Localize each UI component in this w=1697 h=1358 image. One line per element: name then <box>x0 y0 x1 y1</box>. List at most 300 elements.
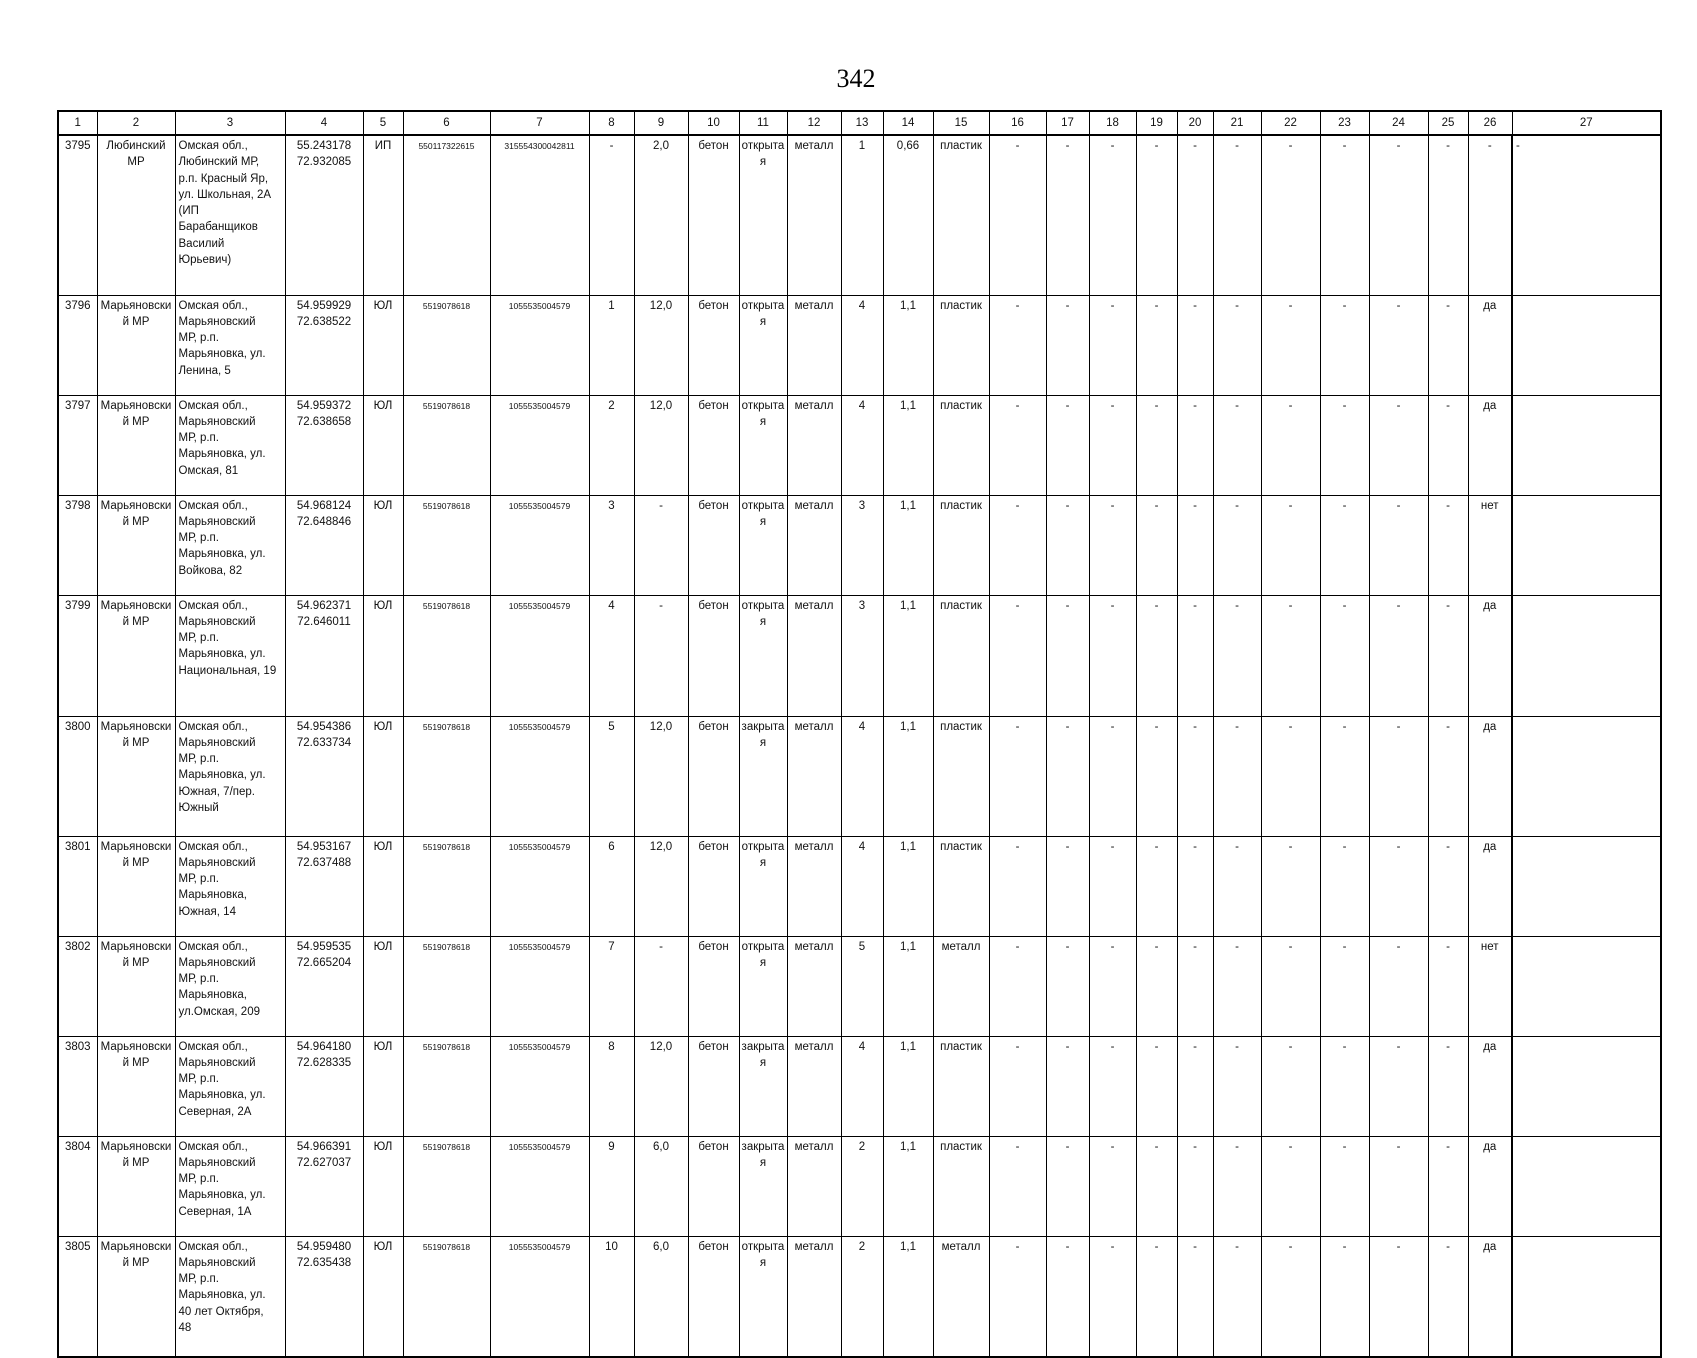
surface-cell: бетон <box>688 936 739 1036</box>
address-line: Василий <box>178 237 225 250</box>
container-count-cell: 4 <box>841 1036 883 1136</box>
col17-cell: - <box>1046 495 1089 595</box>
col21-cell: - <box>1213 836 1261 936</box>
district-cell: Марьяновский МР <box>97 1136 175 1236</box>
district-cell: Марьяновский МР <box>97 495 175 595</box>
container-volume-cell: 1,1 <box>883 1136 933 1236</box>
column-header: 10 <box>688 111 739 135</box>
container-volume-cell: 1,1 <box>883 495 933 595</box>
container-count-cell: 4 <box>841 716 883 836</box>
site-number-cell: 2 <box>589 395 634 495</box>
surface-cell: бетон <box>688 595 739 716</box>
address-cell <box>175 295 285 395</box>
address-cell <box>175 836 285 936</box>
col20-cell: - <box>1177 836 1213 936</box>
fence-cell: металл <box>787 1036 841 1136</box>
address-line: Омская обл., <box>178 299 248 312</box>
entity-type-cell: ЮЛ <box>363 936 403 1036</box>
row-number-cell: 3797 <box>58 395 97 495</box>
table-row <box>58 495 1661 595</box>
address-line: Северная, 2А <box>178 1105 252 1118</box>
inn-cell: 5519078618 <box>403 936 490 1036</box>
col27-cell <box>1512 716 1661 836</box>
col24-cell: - <box>1369 395 1428 495</box>
address-line: Ленина, 5 <box>178 364 231 377</box>
col21-cell: - <box>1213 595 1261 716</box>
surface-cell: бетон <box>688 495 739 595</box>
col23-cell: - <box>1320 836 1369 936</box>
col27-cell <box>1512 936 1661 1036</box>
col19-cell: - <box>1136 1236 1177 1357</box>
col27-cell <box>1512 595 1661 716</box>
container-material-cell: пластик <box>933 295 989 395</box>
col19-cell: - <box>1136 395 1177 495</box>
coordinates-cell <box>285 1036 363 1136</box>
column-header: 18 <box>1089 111 1136 135</box>
col23-cell: - <box>1320 295 1369 395</box>
district-cell: Марьяновский МР <box>97 595 175 716</box>
address-line: Марьяновский <box>178 615 256 628</box>
table-row <box>58 595 1661 716</box>
column-header: 6 <box>403 111 490 135</box>
column-header: 8 <box>589 111 634 135</box>
col19-cell: - <box>1136 495 1177 595</box>
address-line: Южный <box>178 801 219 814</box>
surface-cell: бетон <box>688 836 739 936</box>
ogrn-cell: 1055535004579 <box>490 495 589 595</box>
ogrn-cell: 1055535004579 <box>490 595 589 716</box>
surface-cell: бетон <box>688 716 739 836</box>
col18-cell: - <box>1089 495 1136 595</box>
inn-cell: 5519078618 <box>403 836 490 936</box>
col24-cell: - <box>1369 1036 1428 1136</box>
col22-cell: - <box>1261 295 1320 395</box>
latitude: 54.953167 <box>296 840 352 853</box>
inn-cell: 5519078618 <box>403 1236 490 1357</box>
address-line: Марьяновка, ул. <box>178 648 266 661</box>
address-line: Омская обл., <box>178 599 248 612</box>
column-header: 2 <box>97 111 175 135</box>
latitude: 54.959480 <box>296 1240 352 1253</box>
ogrn-cell: 1055535004579 <box>490 295 589 395</box>
container-volume-cell: 1,1 <box>883 836 933 936</box>
col18-cell: - <box>1089 1136 1136 1236</box>
address-line: Марьяновский <box>178 315 256 328</box>
address-line: Барабанщиков <box>178 221 258 234</box>
fence-cell: металл <box>787 1236 841 1357</box>
entity-type-cell: ЮЛ <box>363 1136 403 1236</box>
address-line: Южная, 7/пер. <box>178 785 255 798</box>
col19-cell: - <box>1136 936 1177 1036</box>
address-line: Омская обл., <box>178 720 248 733</box>
col21-cell: - <box>1213 395 1261 495</box>
col17-cell: - <box>1046 936 1089 1036</box>
site-number-cell: 7 <box>589 936 634 1036</box>
surface-cell: бетон <box>688 135 739 295</box>
container-material-cell: пластик <box>933 395 989 495</box>
inn-cell: 5519078618 <box>403 295 490 395</box>
longitude: 72.665204 <box>296 956 352 969</box>
table-row <box>58 936 1661 1036</box>
col18-cell: - <box>1089 1236 1136 1357</box>
col26-cell: нет <box>1468 495 1512 595</box>
col23-cell: - <box>1320 595 1369 716</box>
fence-cell: металл <box>787 716 841 836</box>
col21-cell: - <box>1213 295 1261 395</box>
district-cell: Марьяновский МР <box>97 1036 175 1136</box>
container-volume-cell: 1,1 <box>883 1036 933 1136</box>
col19-cell: - <box>1136 135 1177 295</box>
table-row <box>58 1136 1661 1236</box>
col27-cell <box>1512 836 1661 936</box>
table-row <box>58 836 1661 936</box>
container-count-cell: 2 <box>841 1136 883 1236</box>
address-line: Марьяновский <box>178 736 256 749</box>
column-header: 16 <box>989 111 1046 135</box>
col22-cell: - <box>1261 495 1320 595</box>
col21-cell: - <box>1213 936 1261 1036</box>
col22-cell: - <box>1261 1236 1320 1357</box>
col18-cell: - <box>1089 936 1136 1036</box>
col17-cell: - <box>1046 395 1089 495</box>
col23-cell: - <box>1320 495 1369 595</box>
column-header: 9 <box>634 111 688 135</box>
address-cell <box>175 495 285 595</box>
address-line: Омская обл., <box>178 140 248 152</box>
address-line: МР, р.п. <box>178 1173 219 1186</box>
ogrn-cell: 1055535004579 <box>490 395 589 495</box>
fence-cell: металл <box>787 295 841 395</box>
col24-cell: - <box>1369 295 1428 395</box>
row-number-cell: 3803 <box>58 1036 97 1136</box>
ogrn-cell: 315554300042811 <box>490 135 589 295</box>
container-volume-cell: 1,1 <box>883 716 933 836</box>
address-line: Марьяновский <box>178 515 256 528</box>
address-line: Северная, 1А <box>178 1205 252 1218</box>
address-line: МР, р.п. <box>178 1073 219 1086</box>
col23-cell: - <box>1320 936 1369 1036</box>
coordinates-cell <box>285 495 363 595</box>
col21-cell: - <box>1213 135 1261 295</box>
latitude: 54.959929 <box>296 299 352 312</box>
col25-cell: - <box>1428 716 1468 836</box>
col20-cell: - <box>1177 135 1213 295</box>
longitude: 72.628335 <box>296 1056 352 1069</box>
address-line: Любинский МР, <box>178 156 260 169</box>
column-header: 24 <box>1369 111 1428 135</box>
address-cell <box>175 135 285 295</box>
district-cell: Марьяновский МР <box>97 936 175 1036</box>
col25-cell: - <box>1428 295 1468 395</box>
coordinates-cell <box>285 395 363 495</box>
entity-type-cell: ИП <box>363 135 403 295</box>
container-volume-cell: 0,66 <box>883 135 933 295</box>
col22-cell: - <box>1261 836 1320 936</box>
col27-cell <box>1512 295 1661 395</box>
column-header: 20 <box>1177 111 1213 135</box>
inn-cell: 5519078618 <box>403 716 490 836</box>
address-line: МР, р.п. <box>178 873 219 886</box>
col24-cell: - <box>1369 595 1428 716</box>
address-line: Марьяновка, ул. <box>178 1189 266 1202</box>
address-line: Марьяновка, ул. <box>178 448 266 461</box>
district-cell: Марьяновский МР <box>97 1236 175 1357</box>
district-cell: Марьяновский МР <box>97 716 175 836</box>
container-material-cell: пластик <box>933 595 989 716</box>
address-line: Марьяновский <box>178 415 256 428</box>
container-volume-cell: 1,1 <box>883 936 933 1036</box>
col20-cell: - <box>1177 1136 1213 1236</box>
table-body <box>58 111 1661 1357</box>
entity-type-cell: ЮЛ <box>363 836 403 936</box>
table-row <box>58 716 1661 836</box>
address-line: Национальная, 19 <box>178 664 277 677</box>
col16-cell: - <box>989 495 1046 595</box>
coordinates-cell <box>285 135 363 295</box>
surface-cell: бетон <box>688 295 739 395</box>
address-line: Омская обл., <box>178 1140 248 1153</box>
col17-cell: - <box>1046 595 1089 716</box>
area-cell: 6,0 <box>634 1136 688 1236</box>
address-line: Омская обл., <box>178 499 248 512</box>
inn-cell: 5519078618 <box>403 1136 490 1236</box>
area-cell: - <box>634 495 688 595</box>
table-row <box>58 295 1661 395</box>
fence-cell: металл <box>787 495 841 595</box>
column-header: 14 <box>883 111 933 135</box>
col21-cell: - <box>1213 1036 1261 1136</box>
address-cell <box>175 395 285 495</box>
address-line: Марьяновский <box>178 1056 256 1069</box>
longitude: 72.635438 <box>296 1256 352 1269</box>
table-row <box>58 1036 1661 1136</box>
col18-cell: - <box>1089 716 1136 836</box>
coordinates-cell <box>285 1236 363 1357</box>
col17-cell: - <box>1046 1236 1089 1357</box>
container-material-cell: пластик <box>933 716 989 836</box>
col20-cell: - <box>1177 1036 1213 1136</box>
coordinates-cell <box>285 716 363 836</box>
col21-cell: - <box>1213 716 1261 836</box>
column-header: 12 <box>787 111 841 135</box>
column-header: 7 <box>490 111 589 135</box>
col22-cell: - <box>1261 135 1320 295</box>
longitude: 72.648846 <box>296 515 352 528</box>
inn-cell: 5519078618 <box>403 495 490 595</box>
address-line: ул. Школьная, 2А <box>178 188 272 201</box>
site-number-cell: 1 <box>589 295 634 395</box>
container-volume-cell: 1,1 <box>883 295 933 395</box>
col19-cell: - <box>1136 716 1177 836</box>
address-cell <box>175 1036 285 1136</box>
entity-type-cell: ЮЛ <box>363 1236 403 1357</box>
area-cell: - <box>634 595 688 716</box>
address-line: Марьяновка, ул. <box>178 348 266 361</box>
col27-cell <box>1512 1236 1661 1357</box>
col16-cell: - <box>989 595 1046 716</box>
col17-cell: - <box>1046 135 1089 295</box>
address-cell <box>175 595 285 716</box>
fence-cell: металл <box>787 936 841 1036</box>
site-type-cell: открытая <box>739 1236 787 1357</box>
entity-type-cell: ЮЛ <box>363 295 403 395</box>
col27-cell <box>1512 395 1661 495</box>
site-number-cell: 10 <box>589 1236 634 1357</box>
col20-cell: - <box>1177 295 1213 395</box>
column-header: 25 <box>1428 111 1468 135</box>
col25-cell: - <box>1428 395 1468 495</box>
col24-cell: - <box>1369 135 1428 295</box>
container-count-cell: 4 <box>841 395 883 495</box>
col26-cell: да <box>1468 716 1512 836</box>
address-line: Марьяновский <box>178 856 256 869</box>
col26-cell: да <box>1468 1036 1512 1136</box>
col24-cell: - <box>1369 836 1428 936</box>
area-cell: 12,0 <box>634 716 688 836</box>
container-count-cell: 3 <box>841 495 883 595</box>
container-material-cell: пластик <box>933 1036 989 1136</box>
latitude: 54.954386 <box>296 720 352 733</box>
column-header: 3 <box>175 111 285 135</box>
ogrn-cell: 1055535004579 <box>490 716 589 836</box>
col21-cell: - <box>1213 1236 1261 1357</box>
coordinates-cell <box>285 1136 363 1236</box>
area-cell: 12,0 <box>634 1036 688 1136</box>
col20-cell: - <box>1177 595 1213 716</box>
fence-cell: металл <box>787 135 841 295</box>
address-line: Марьяновский <box>178 956 256 969</box>
address-line: Марьяновка, ул. <box>178 769 266 782</box>
container-material-cell: пластик <box>933 1136 989 1236</box>
col16-cell: - <box>989 395 1046 495</box>
site-number-cell: 9 <box>589 1136 634 1236</box>
site-type-cell: открытая <box>739 836 787 936</box>
area-cell: 12,0 <box>634 295 688 395</box>
address-line: ул.Омская, 209 <box>178 1005 260 1018</box>
column-header: 23 <box>1320 111 1369 135</box>
district-cell: Марьяновский МР <box>97 295 175 395</box>
col27-cell <box>1512 1136 1661 1236</box>
site-type-cell: закрытая <box>739 1136 787 1236</box>
col26-cell: да <box>1468 595 1512 716</box>
surface-cell: бетон <box>688 1036 739 1136</box>
latitude: 54.959372 <box>296 399 352 412</box>
inn-cell: 5519078618 <box>403 395 490 495</box>
address-line: Юрьевич) <box>178 254 232 267</box>
coordinates-cell <box>285 595 363 716</box>
address-line: р.п. Красный Яр, <box>178 172 269 185</box>
longitude: 72.633734 <box>296 736 352 749</box>
address-line: МР, р.п. <box>178 532 219 545</box>
address-cell <box>175 936 285 1036</box>
col26-cell: да <box>1468 836 1512 936</box>
site-type-cell: открытая <box>739 295 787 395</box>
ogrn-cell: 1055535004579 <box>490 1136 589 1236</box>
longitude: 72.638658 <box>296 415 352 428</box>
col23-cell: - <box>1320 1036 1369 1136</box>
district-cell: Марьяновский МР <box>97 836 175 936</box>
site-type-cell: открытая <box>739 936 787 1036</box>
entity-type-cell: ЮЛ <box>363 595 403 716</box>
site-type-cell: закрытая <box>739 716 787 836</box>
site-type-cell: открытая <box>739 495 787 595</box>
row-number-cell: 3801 <box>58 836 97 936</box>
address-line: 48 <box>178 1321 192 1334</box>
row-number-cell: 3795 <box>58 135 97 295</box>
address-line: (ИП <box>178 205 199 218</box>
coordinates-cell <box>285 836 363 936</box>
col26-cell: - <box>1468 135 1512 295</box>
col27-cell <box>1512 1036 1661 1136</box>
container-count-cell: 3 <box>841 595 883 716</box>
area-cell: 2,0 <box>634 135 688 295</box>
col25-cell: - <box>1428 1036 1468 1136</box>
longitude: 72.932085 <box>296 156 352 169</box>
col17-cell: - <box>1046 1136 1089 1236</box>
col25-cell: - <box>1428 495 1468 595</box>
col21-cell: - <box>1213 1136 1261 1236</box>
column-header: 4 <box>285 111 363 135</box>
ogrn-cell: 1055535004579 <box>490 836 589 936</box>
longitude: 72.637488 <box>296 856 352 869</box>
address-line: Марьяновский <box>178 1256 256 1269</box>
page-number: 342 <box>836 64 876 93</box>
address-line: МР, р.п. <box>178 1273 219 1286</box>
address-line: Южная, 14 <box>178 905 236 918</box>
col26-cell: да <box>1468 295 1512 395</box>
col20-cell: - <box>1177 395 1213 495</box>
col27-cell <box>1512 495 1661 595</box>
address-cell <box>175 1136 285 1236</box>
coordinates-cell <box>285 295 363 395</box>
row-number-cell: 3805 <box>58 1236 97 1357</box>
container-volume-cell: 1,1 <box>883 595 933 716</box>
column-header: 15 <box>933 111 989 135</box>
table-row <box>58 395 1661 495</box>
address-line: Омская обл., <box>178 940 248 953</box>
column-header: 5 <box>363 111 403 135</box>
address-line: Омская обл., <box>178 399 248 412</box>
col16-cell: - <box>989 936 1046 1036</box>
col19-cell: - <box>1136 1036 1177 1136</box>
site-number-cell: 5 <box>589 716 634 836</box>
district-cell: Любинский МР <box>97 135 175 295</box>
col22-cell: - <box>1261 1136 1320 1236</box>
address-line: Войкова, 82 <box>178 564 243 577</box>
latitude: 54.962371 <box>296 599 352 612</box>
address-cell <box>175 1236 285 1357</box>
table-row <box>58 1236 1661 1357</box>
longitude: 72.627037 <box>296 1156 352 1169</box>
fence-cell: металл <box>787 395 841 495</box>
col16-cell: - <box>989 1236 1046 1357</box>
col22-cell: - <box>1261 716 1320 836</box>
col17-cell: - <box>1046 1036 1089 1136</box>
col23-cell: - <box>1320 1236 1369 1357</box>
col21-cell: - <box>1213 495 1261 595</box>
column-header: 22 <box>1261 111 1320 135</box>
row-number-cell: 3796 <box>58 295 97 395</box>
container-volume-cell: 1,1 <box>883 395 933 495</box>
row-number-cell: 3798 <box>58 495 97 595</box>
latitude: 54.968124 <box>296 499 352 512</box>
site-type-cell: открытая <box>739 595 787 716</box>
col25-cell: - <box>1428 135 1468 295</box>
col16-cell: - <box>989 1036 1046 1136</box>
ogrn-cell: 1055535004579 <box>490 1236 589 1357</box>
col25-cell: - <box>1428 1236 1468 1357</box>
latitude: 55.243178 <box>296 140 352 152</box>
